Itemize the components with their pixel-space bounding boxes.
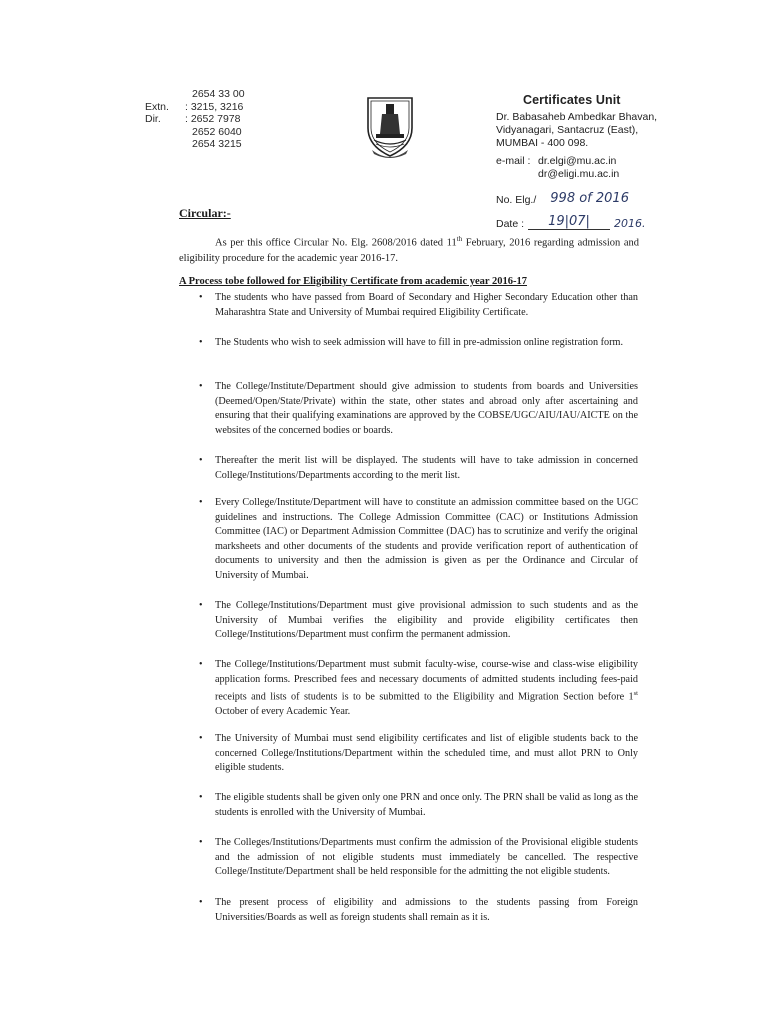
email-1: dr.elgi@mu.ac.in <box>538 155 617 167</box>
email-2: dr@eligi.mu.ac.in <box>538 168 620 180</box>
process-heading: A Process tobe followed for Eligibility Certificate from academic year 2016-17 <box>179 276 527 287</box>
list-item-text: The eligible students shall be given only one PRN and once only. The PRN shall be valid as long as the students is enrolled with the University of Mumbai. <box>215 792 638 818</box>
list-item <box>198 599 638 643</box>
list-item <box>198 336 638 351</box>
bullet-icon: • <box>199 292 203 303</box>
list-item-text: The Colleges/Institutions/Departments must confirm the admission of the Provisional eligible students and the admission of not eligible students must immediately be cancelled. The respective College/Institute/Department shall be held responsible for the admitting the not eligible students. <box>215 837 638 878</box>
list-item-text: The students who have passed from Board of Secondary and Higher Secondary Education other than Maharashtra State and University of Mumbai required Eligibility Certificate. <box>215 292 638 318</box>
unit-address-block <box>496 93 657 230</box>
date-handwritten: 19|07| <box>528 214 610 230</box>
list-item <box>198 291 638 320</box>
phone-top: 2654 33 00 <box>192 88 245 100</box>
bullet-icon: • <box>199 897 203 908</box>
address-line: Vidyanagari, Santacruz (East), <box>496 124 639 136</box>
list-item <box>198 791 638 820</box>
contact-numbers <box>145 88 245 151</box>
bullet-icon: • <box>199 600 203 611</box>
unit-title: Certificates Unit <box>523 93 621 107</box>
date-year: 2016. <box>614 217 646 230</box>
bullet-icon: • <box>199 792 203 803</box>
extn-label: Extn. <box>145 100 169 113</box>
date-label: Date : <box>496 218 525 230</box>
reference-handwritten: 998 of 2016 <box>550 191 629 206</box>
list-item-sup: st <box>633 690 638 698</box>
extn-value: : 3215, 3216 <box>185 100 244 113</box>
intro-sup: th <box>456 235 463 243</box>
list-item <box>198 658 638 720</box>
list-item-text-after: October of every Academic Year. <box>215 706 351 718</box>
list-item-text: Every College/Institute/Department will have to constitute an admission committee based on the UGC guidelines and instructions. The College Admission Committee (CAC) or Institutions Admission Committee (IAC) or Department Admission Committee (DAC) has to scrutinize and verify the original marksheets and other documents of the students and provide verification report of authentication of documents to university and then the admission is given as per the Ordinance and Circular of University of Mumbai. <box>215 497 638 581</box>
list-item-text: The University of Mumbai must send eligibility certificates and list of eligible students back to the concerned College/Institutions/Department within the scheduled time, and must allot PRN to Only eligible students. <box>215 733 638 774</box>
list-item <box>198 496 638 584</box>
circular-title: Circular:- <box>179 206 231 220</box>
bullet-icon: • <box>199 455 203 466</box>
list-item-text: The College/Institute/Department should give admission to students from boards and Universities (Deemed/Open/State/Private) within the state, other states and abroad only after ascertaining and ensuring that their qualifying examinations are approved by the COBSE/UGC/AIU/IAU/AICTE on the websites of the concerned bodies or boards. <box>215 381 638 436</box>
list-item <box>198 380 638 438</box>
list-item <box>198 454 638 483</box>
email-row <box>496 155 657 181</box>
reference-label: No. Elg./ <box>496 194 537 206</box>
dir-label: Dir. <box>145 113 161 125</box>
bullet-icon: • <box>199 733 203 744</box>
extn-row <box>145 101 245 114</box>
dir-row <box>145 113 245 126</box>
dir-value-3: 2654 3215 <box>192 138 242 150</box>
email-label: e-mail : <box>496 155 531 167</box>
list-item <box>198 896 638 925</box>
address <box>496 111 657 150</box>
intro-text-2: February, 2016 regarding admission and eligibility procedure for the academic year 2016-17. <box>179 237 639 264</box>
dir-value: : 2652 7978 <box>185 113 241 125</box>
list-item-text: The College/Institutions/Department must give provisional admission to such students and as the University of Mumbai verifies the eligibility and provide eligibility certificates then College/Institutions/Department must confirm the permanent admission. <box>215 600 638 641</box>
list-item <box>198 836 638 880</box>
date-row <box>496 214 657 230</box>
reference-row <box>496 191 657 206</box>
list-item-text: Thereafter the merit list will be displayed. The students will have to take admission in concerned College/Institutions/Departments according to the merit list. <box>215 455 638 481</box>
list-item-text: The Students who wish to seek admission will have to fill in pre-admission online registration form. <box>215 337 624 348</box>
intro-text-1: As per this office Circular No. Elg. 2608/2016 dated 11 <box>215 237 457 249</box>
bullet-icon: • <box>199 837 203 848</box>
list-item-text: The College/Institutions/Department must submit faculty-wise, course-wise and class-wise eligibility application forms. Prescribed fees and necessary documents of admitted students including fees-paid receipts and lists of students is to be submitted to the Eligibility and Migration Section before 1 <box>215 659 638 703</box>
intro-paragraph <box>179 232 639 266</box>
address-line: Dr. Babasaheb Ambedkar Bhavan, <box>496 111 658 123</box>
bullet-icon: • <box>199 659 203 670</box>
address-line: MUMBAI - 400 098. <box>496 137 589 149</box>
list-item <box>198 732 638 776</box>
bullet-icon: • <box>199 381 203 392</box>
university-emblem-icon <box>362 94 418 160</box>
bullet-icon: • <box>199 337 203 348</box>
list-item-text: The present process of eligibility and admissions to the students passing from Foreign Universities/Boards as well as foreign students shall remain as it is. <box>215 897 638 923</box>
bullet-icon: • <box>199 497 203 508</box>
dir-value-2: 2652 6040 <box>192 125 242 138</box>
